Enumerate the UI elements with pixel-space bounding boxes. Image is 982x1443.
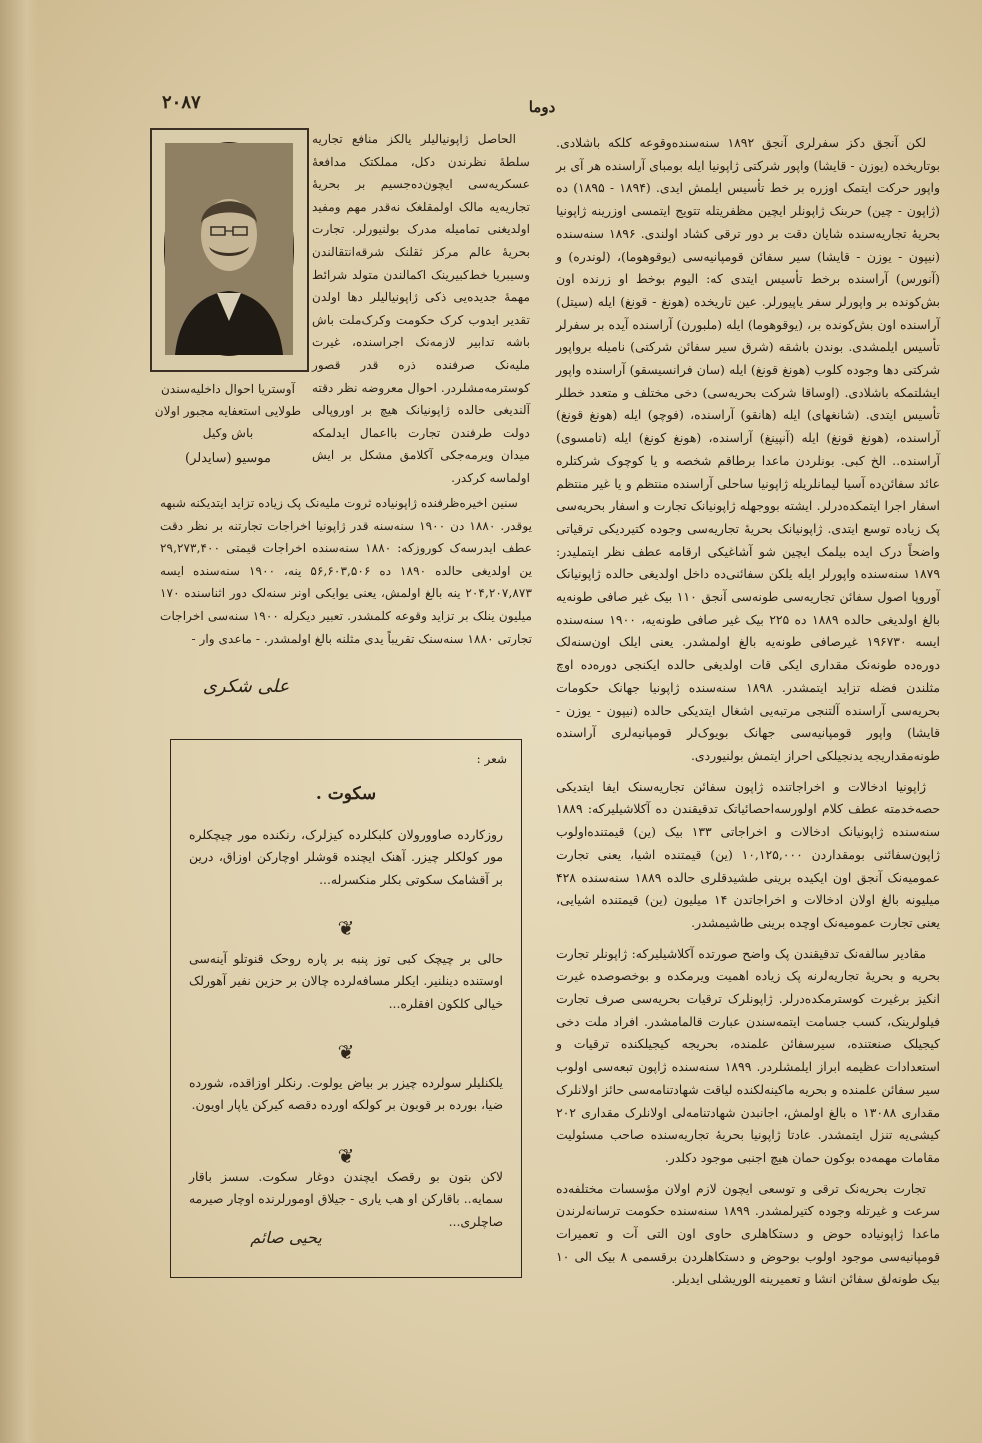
- right-article-column: [556, 132, 940, 1362]
- portrait-figure-icon: [165, 143, 293, 355]
- portrait-caption: [148, 378, 308, 470]
- portrait-photo-frame: [150, 128, 309, 372]
- article-paragraph: تجارت بحریه‌نک ترقی و توسعی ایچون لازم اولان مؤسسات مختلفه‌ده سرعت و غیرتله وجوده کتیرلمشدر. ۱۸۹۹ سنه‌سنده حکومت ترسانه‌لرندن ماعدا ژاپونیاده حوض و دستکاهلری حاوی اون التی آت و تعمیرات قومپانیه‌سی موجود اولوب بوحوض و دستکاهلردن برقسمی ۸ بیک الی ۱۰ بیک طونه‌لق سفائن انشا و تعمیرینه الوریشلی ایدیلر.: [556, 1180, 941, 1287]
- caption-line: آوستریا احوال داخلیه‌سندن: [160, 382, 296, 396]
- poet-signature: یحیی صائم: [250, 1228, 322, 1247]
- binding-edge: [0, 0, 38, 1443]
- page-number: ۲۰۸۷: [162, 92, 201, 113]
- wide-article-block: [160, 492, 533, 646]
- author-signature: علی شکری: [202, 676, 290, 697]
- caption-name: موسیو (سایدلر): [185, 451, 271, 466]
- journal-title: دوما: [528, 98, 556, 116]
- middle-article-column: [312, 128, 530, 490]
- article-paragraph: مقادیر سالفه‌نک تدقیقندن پک واضح صورتده آکلاشیلیرکه: ژاپونلر تجارت بحریه و بحریهٔ تجاریه‌لرنه پک زیاده اهمیت ویرمکده و بوخصوصده غیرت انکیز برغیرت کوسترمکده‌درلر. ژاپونلرک ترقیات بحریه‌سی صرف تجارت فیلولرینک، کسب جسامت ایتمه‌سندن عبارت قالمامشدر. افراد ملت دخی کیجیلک صنعتنده، سیرسفائن علمنده، بحریجه کیجیلکنده ترقیات و استعدادات عظیمه ابراز ایلمشلردر. ۱۸۹۹ سنه‌سنده ژاپون تبعه‌سی اولوب سیر سفائن علمنده و بحریه ماکینه‌لکنده لیاقت شهادتنامه‌سی حائز اولانلرک مقداری ۱۳۰۸۸ ه بالغ اولمش، اجانبدن شهادتنامه‌لی اولانلرک مقداری ۲۰۲ کیشی‌یه تنزل ایتمشدر. عادتا ژاپونیا بحریهٔ تجاریه‌سنده صاحب مسئولیت مقامات مهمه‌ده بوکون حمان هیچ اجنبی موجود دکلدر.: [556, 945, 941, 1165]
- poem-box: [170, 739, 522, 1278]
- poem-title: سکوت .: [315, 784, 377, 804]
- portrait-photo: [164, 142, 294, 356]
- poem-stanza: حالی بر چیچک کبی توز پنبه بر پاره روحک قنوتلو آینه‌سی اوستنده دینلنیر. ایکلر مسافه‌لرده چالان بر حزین نفیر آهورلک خیالی کلکون افقلره...: [189, 951, 503, 1011]
- article-paragraph: الحاصل ژاپونیالیلر یالکز منافع تجاریه سلطهٔ نظرندن دکل، مملکتک مدافعهٔ عسکریه‌سی ایچون‌ده‌جسیم بر بحریهٔ تجاریه‌یه مالک اولمقلغک نه‌قدر مهم ومفید اولدیغنی تمامیله مدرک بولنیورلر. تجارت بحریهٔ عالم مرکز ثقلنک شرقه‌انتقالندن وسیبریا خط‌کبیرینک اکمالندن متولد شرائط مهمهٔ جدیده‌یی ذکی ژاپونیالیلر دها اولدن تقدیر ایدوب کرک حکومت وکرک‌ملت باش باشه تدابیر لازمه‌نک اجراسنده، غیرت ملیه‌نک صرفنده ذره قدر قصور کوسترمه‌مشلردر. احوال معروضه نظر دقته آلندیغی حالده ژاپونیانک هیچ بر اوروپالی دولت طرفندن تجارت بااعمال ایدلمکه میدان ویرمه‌جکی آکلامق مشکل بر ایش اولماسه کرکدر.: [312, 132, 530, 485]
- poem-label: شعر :: [476, 752, 507, 766]
- poem-stanza: یلکنلیلر سولرده چیزر بر بیاض یولوت. رنکلر اوزاقده، شورده ضیا، بورده بر قوبون بر کولکه اورده دقصه کیرکن یاپار اویون.: [189, 1075, 503, 1113]
- poem-stanza: لاکن بتون بو رقصک ایچندن دوغار سکوت. سسز باقار سمایه.. باقارکن او هب یاری - جیلاق اومورلرنده اوچار صیرمه صاچلری...: [189, 1169, 503, 1229]
- ornament-icon: ❦: [337, 1144, 355, 1168]
- ornament-icon: ❦: [337, 1040, 355, 1064]
- poem-stanza: روزکارده صاوورولان کلبکلرده کیزلرک، رنکنده مور چیچکلره مور کولکلر چیزر. آهنک ایچنده قوشلر اوچارکن اوزاق، درین بر آقشامک سکوتی بکلر منکسرله...: [189, 827, 503, 887]
- caption-line: باش وکیل: [202, 426, 254, 440]
- ornament-icon: ❦: [337, 916, 355, 940]
- article-paragraph: سنین اخیره‌ظرفنده ژاپونیاده ثروت ملیه‌نک پک زیاده تزاید ایتدیکنه شبهه یوقدر. ۱۸۸۰ دن ۱۹۰۰ سنه‌سنه قدر ژاپونیا اخراجات تجارتنه بر نظر دقت عطف ایدرسه‌ک کوروزکه: ۱۸۸۰ سنه‌سنده اخراجات قیمتی ۲۹,۲۷۳,۴۰۰ ین اولدیغی حالده ۱۸۹۰ ده ۵۶,۶۰۳,۵۰۶ ینه، ۱۹۰۰ سنه‌سنده ایسه ۲۰۴,۲۰۷,۸۷۳ ینه بالغ اولمش، یعنی یوایکی اونر سنه‌لک دور اثناسنده ۱۷۰ میلیون ینلک بر تزاید وقوعه کلمشدر. تعبیر دیکرله ۱۹۰۰ سنه‌سی اخراجات تجارتی ۱۸۸۰ سنه‌سنک تقریباً یدی مثلنه بالغ اولمشدر. - ماعدی وار -: [160, 496, 533, 646]
- article-paragraph: ژاپونیا ادخالات و اخراجاتنده ژاپون سفائن تجاریه‌سنک ایفا ایتدیکی حصه‌خدمته عطف کلام اولورسه‌احصائیاتک تدقیقندن ده آکلاشیلیرکه: ۱۸۸۹ سنه‌سنده ژاپونیانک ادخالات و اخراجاتی ۱۳۳ بیک (ین) قیمتنده‌اولوب ژاپون‌سفائنی بومقداردن ۱۰,۱۲۵,۰۰۰ (ین) قیمتنده اشیا، یعنی تجارت عمومیه‌نک آنجق اون ایکیده برینی طشیدقلری حالده ۱۸۸۹ سنه‌سنده ۴۲۸ میلیونه بالغ اولان ادخالات و اخراجاتدن ۱۴ میلیون (ین) قیمتنده اشیایی، یعنی تجارت عمومیه‌نک اوچده برینی طاشیمشدر.: [556, 778, 941, 930]
- article-paragraph: لکن آنجق دکز سفرلری آنجق ۱۸۹۲ سنه‌سنده‌وقوعه کلکه باشلادی. بو‌تاریخده (یوزن - قایشا) واپور شرکتی ژاپونیا ایله بومبای آراسنده هر آی بر واپور حرکت ایتمک اوزره بر خط تأسیس ایلمش ایدی. (۱۸۹۴ - ۱۸۹۵) ده (ژاپون - چین) حربنک ژاپونلر ایچین مظفریتله تتویج ایتمسی اوزرینه ژاپونیا بحریهٔ تجاریه‌سنده شایان دقت بر دور ترقی کشاد اولندی. ۱۸۹۶ سنه‌سنده (نیپون - یوزن - قایشا) سیر سفائن قومپانیه‌سی (یوقوهوما)، (لوندره) و (آنورس) آراسنده برخط تأسیس ایتدی که: الیوم بوخط او زرنده اون بش‌کونده بر واپورلر سفر یاپیورلر. عین تاریخده (هونغ - قونغ) ایله (سیتل) آراسنده اون بش‌کونده بر، (یوقوهوما) ایله (ملبورن) آراسنده آیده بر سفرلر تأسیس ایلمشدی. بوندن باشقه (شرق سیر سفائن شرکتی) نامیله برواپور شرکتی دها وجوده کلوب (هونغ قونغ) ایله (سان فرانسیسقو) آراسنده واپور ایشلتمکه باشلادی. (اوساقا شرکت بحریه‌سی) دخی مختلف و متعدد خطلر تأسیس ایتدی. (شانغهای) ایله (هانقو) آراسنده، (فوچو) ایله (هونغ قونغ) آراسنده، (هونغ قونغ) ایله (آنپینغ) آراسنده، (هونغ کونغ) ایله (تامسوی) آراسنده.. الخ کبی. بونلردن ماعدا برطاقم شخصه و یا کوچوک شرکتلره عائد سفائن‌ده آسیا لیمانلریله ژاپونیا ساحلی آراسنده منتظم و یا غیر منتظم اسفار اجرا ایتمکده‌درلر. ایشته بووجهله ژاپونیانک تجارت و اسفار بحریه‌سی پک زیاده توسع ایتدی. ژاپونیانک بحریهٔ تجاریه‌سی وجوده کتیردیکی ترقیاتی واضحاً درک ایده بیلمک ایچین شو آشاغیکی ارقامه عطف نظر ایتملیدر: ۱۸۷۹ سنه‌سنده واپورلر ایله یلکن سفائنی‌ده داخل اولدیغی حالده ژاپونیانک آوروپا اصول سفائن تجاریه‌سی طونه‌سی آنجق ۱۱۰ بیک غیر صافی طونه‌یه بالغ اولدیغی حالده ۱۸۸۹ ده ۲۲۵ بیک غیر صافی طونه‌یه، ۱۹۰۰ سنه‌سنده ایسه ۱۹۶۷۳۰ غیرصافی طونه‌یه بالغ اولمشدر. یعنی ایلک اون‌سنه‌لک دوره‌ده طونه‌نک مقداری ایکی قات اولدیغی حالده ایکنجی دوره‌ده اوچ مثلندن فضله تزاید ایتمشدر. ۱۸۹۸ سنه‌سنده ژاپونیا جهانک حکومات بحریه‌سی آراسنده آلتنجی مرتبه‌یی اشغال ایتدیکی حالده (نیپون - یوزن - قایشا) واپور قومپانیه‌سی جهانک بویوک‌لر قومپانیه‌لری آراسنده طونه‌مقداریجه یدنجیلکی احراز ایتمش بولنیوردی.: [556, 135, 941, 763]
- caption-line: طولایی استعفایه مجبور اولان: [154, 404, 302, 418]
